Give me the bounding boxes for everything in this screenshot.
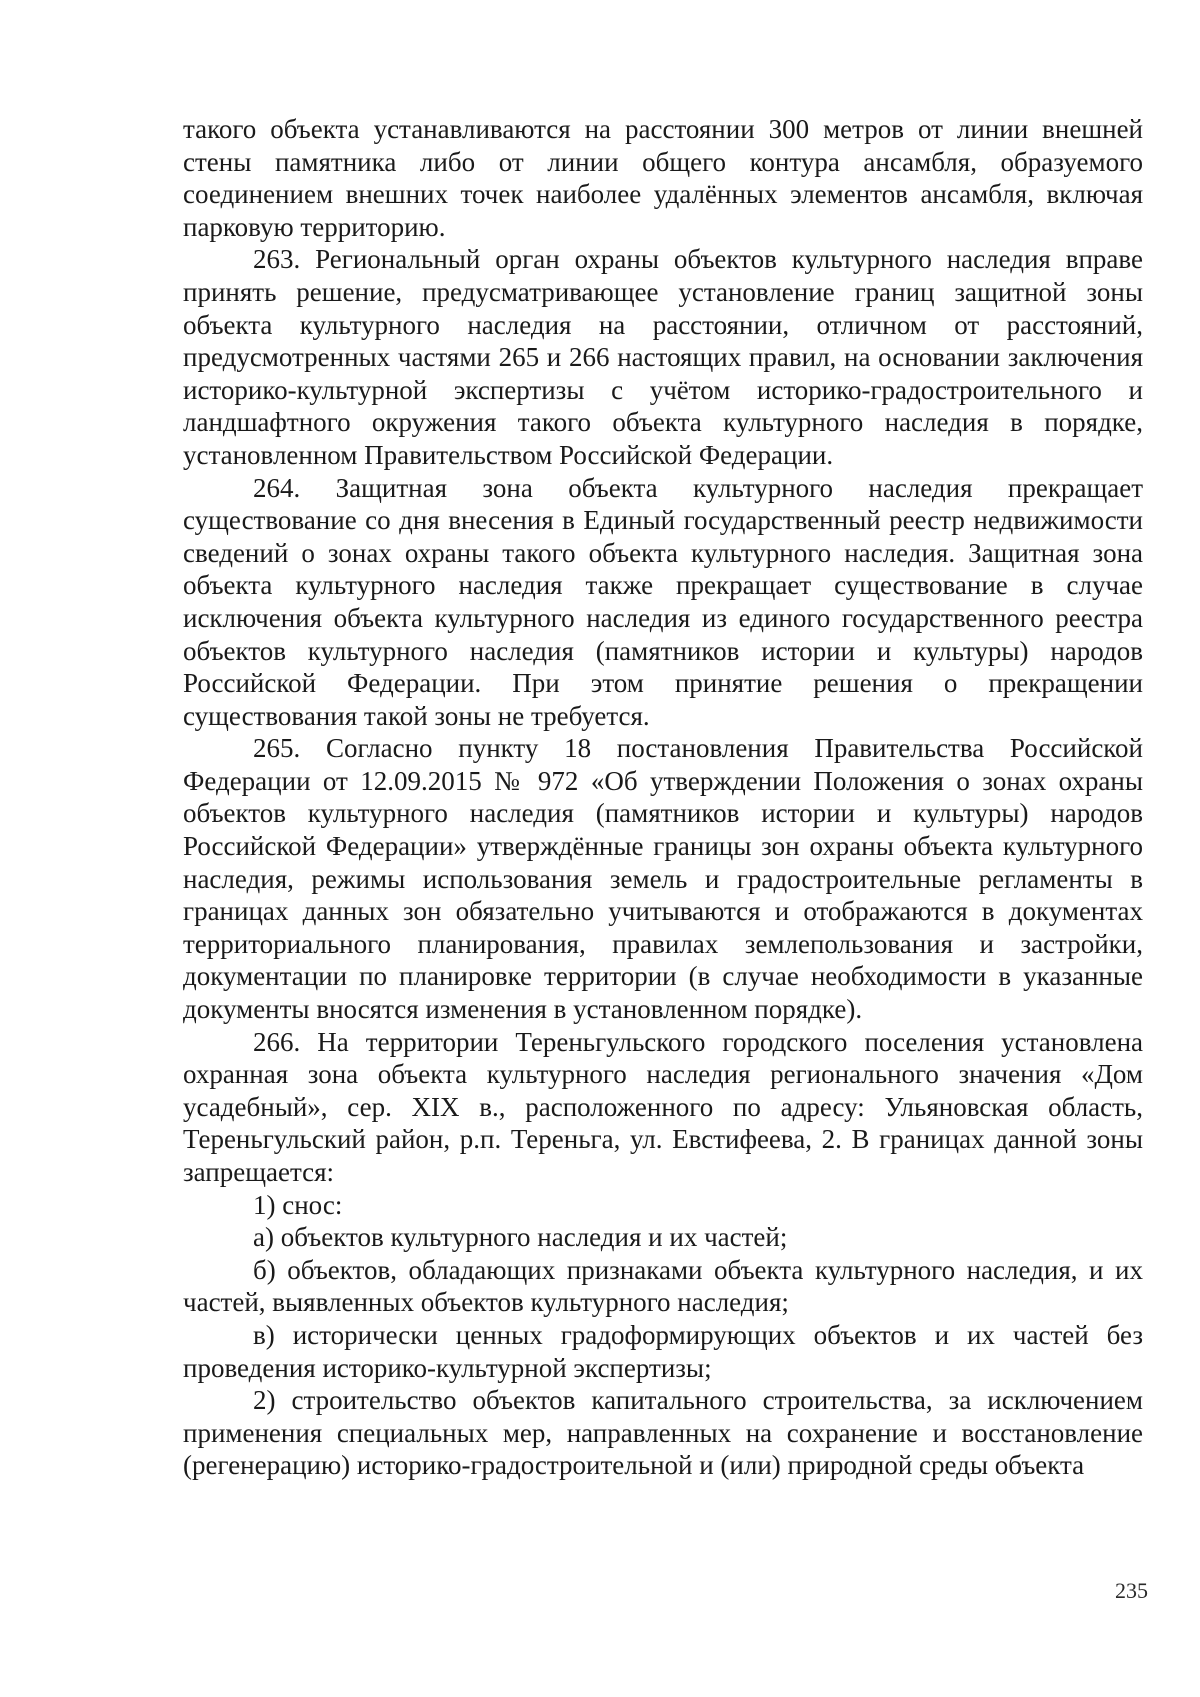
list-item-1b: б) объектов, обладающих признаками объекта культурного наследия, и их частей, выявленных объектов культурного наследия; (183, 1254, 1143, 1318)
paragraph-265: 265. Согласно пункту 18 постановления Правительства Российской Федерации от 12.09.2015 № 972 «Об утверждении Положения о зонах охраны объектов культурного наследия (памятников истории и культуры) народов Российской Федерации» утверждённые границы зон охраны объекта культурного наследия, режимы использования земель и градостроительные регламенты в границах данных зон обязательно учитываются и отображаются в документах территориального планирования, правилах землепользования и застройки, документации по планировке территории (в случае необходимости в указанные документы вносятся изменения в установленном порядке). (183, 733, 1143, 1025)
paragraph-263: 263. Региональный орган охраны объектов культурного наследия вправе принять решение, предусматривающее установление границ защитной зоны объекта культурного наследия на расстоянии, отличном от расстояний, предусмотренных частями 265 и 266 настоящих правил, на основании заключения историко-культурной экспертизы с учётом историко-градостроительного и ландшафтного окружения такого объекта культурного наследия в порядке, установленном Правительством Российской Федерации. (183, 244, 1143, 470)
list-item-1a: а) объектов культурного наследия и их частей; (253, 1222, 788, 1253)
paragraph-266: 266. На территории Тереньгульского городского поселения установлена охранная зона объекта культурного наследия регионального значения «Дом усадебный», сер. XIX в., расположенного по адресу: Ульяновская область, Тереньгульский район, р.п. Тереньга, ул. Евстифеева, 2. В границах данной зоны запрещается: (183, 1026, 1143, 1187)
list-item-1v: в) исторически ценных градоформирующих объектов и их частей без проведения историко-культурной экспертизы; (183, 1319, 1143, 1383)
document-body (183, 113, 1143, 1482)
paragraph-continuation: такого объекта устанавливаются на расстоянии 300 метров от линии внешней стены памятника либо от линии общего контура ансамбля, образуемого соединением внешних точек наиболее удалённых элементов ансамбля, включая парковую территорию. (183, 114, 1143, 242)
list-item-2: 2) строительство объектов капитального строительства, за исключением применения специальных мер, направленных на сохранение и восстановление (регенерацию) историко-градостроительной и (или) природной среды объекта (183, 1385, 1143, 1481)
list-item-1: 1) снос: (253, 1189, 343, 1220)
paragraph-264: 264. Защитная зона объекта культурного наследия прекращает существование со дня внесения в Единый государственный реестр недвижимости сведений о зонах охраны такого объекта культурного наследия. Защитная зона объекта культурного наследия также прекращает существование в случае исключения объекта культурного наследия из единого государственного реестра объектов культурного наследия (памятников истории и культуры) народов Российской Федерации. При этом принятие решения о прекращении существования такой зоны не требуется. (183, 472, 1143, 731)
page-number: 235 (1115, 1578, 1148, 1603)
